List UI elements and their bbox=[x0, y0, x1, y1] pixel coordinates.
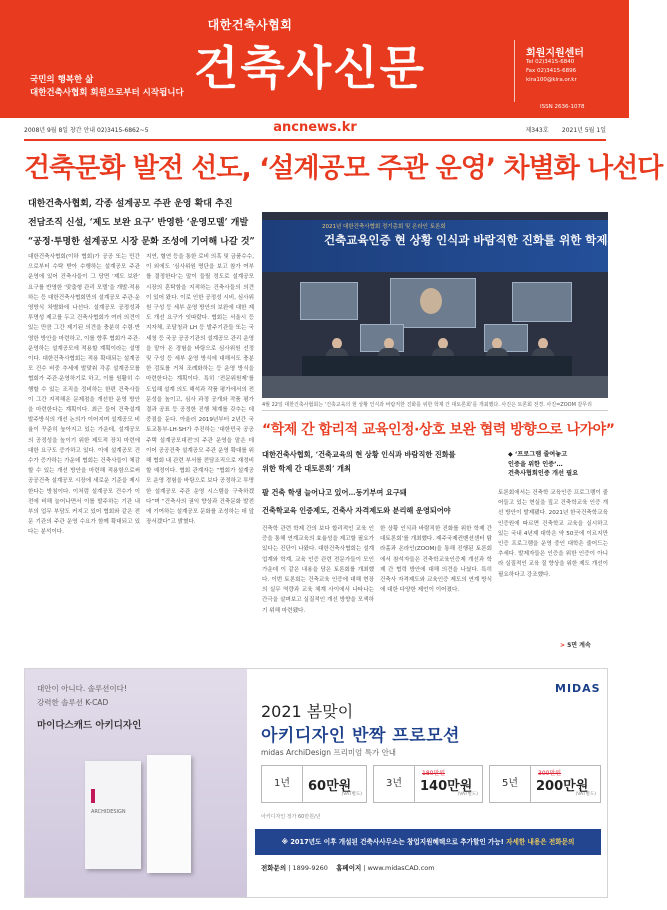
second-subhead-line-1: 대한건축사협회, ‘건축교육의 현 상황 인식과 바람직한 진화를 bbox=[262, 450, 456, 459]
ad-left-line-2: 강력한 솔루션 K-CAD bbox=[37, 698, 109, 707]
photo-floor bbox=[262, 376, 608, 398]
product-box bbox=[85, 761, 141, 869]
photo-caption: 4월 22일 대한건축사협회는 ‘건축교육의 현 상황 인식과 바람직한 진화를 위한 학제 간 대토론회’를 개최했다. 사진은 토론회 전경. 사진=ZOOM 갈무리 bbox=[262, 402, 592, 408]
second-headline: “학제 간 합리적 교육인정·상호 보완 협력 방향으로 나가야” bbox=[262, 422, 615, 438]
fax: Fax 02)3415-6896 bbox=[526, 68, 577, 74]
price-amount: 140만원 bbox=[420, 779, 473, 794]
photo-banner-title: 건축교육인증 현 상황 인식과 바람직한 진화를 위한 학제간 대토론회 bbox=[324, 233, 667, 247]
ad-contact-line: 전화문의 | 1899-9260 홈페이지 | www.midasCAD.com bbox=[261, 864, 435, 872]
product-logo-icon bbox=[91, 789, 95, 803]
continued-note: > 5면 계속 bbox=[560, 642, 591, 649]
video-screen bbox=[300, 282, 358, 320]
price-amount: 60만원 bbox=[308, 779, 352, 794]
product-box bbox=[147, 755, 191, 873]
support-center-label: 회원지원센터 bbox=[526, 48, 584, 59]
product-box-label: ARCHIDESIGN bbox=[91, 809, 126, 815]
photo-banner-top: 2021년 대한건축사협회 정기총회 및 온라인 토론회 bbox=[322, 224, 446, 230]
price-old: 300만원 bbox=[538, 770, 562, 777]
founding-info: 2008년 9월 8일 창간 안내 02)3415-6862~5 bbox=[24, 127, 149, 134]
side-bullet-line-1: ◆ ‘프로그램 줄여놓고 bbox=[508, 451, 568, 458]
homepage-label: 홈페이지 bbox=[336, 864, 362, 872]
ad-fine-print: 아키디자인 정가 60만원/년 bbox=[261, 814, 321, 820]
second-subhead-line-2: 위한 학제 간 대토론회’ 개최 bbox=[262, 464, 351, 473]
advertisement[interactable] bbox=[24, 668, 608, 898]
ad-left-line-1: 대안이 아니다. 솔루션이다! bbox=[37, 684, 127, 693]
panel-table bbox=[302, 356, 572, 376]
masthead-tagline bbox=[30, 74, 184, 100]
speaker-face bbox=[420, 288, 442, 314]
article2-column-2: 한 상황 인식과 바람직한 진화를 위한 학제 간 대토론회’를 개최했다. 제주국제컨벤션센터 탐라홀과 온라인(ZOOM)을 통해 진행된 토론회에서 참석자들은 건축학교육인증제 개선과 학제 간 협력 방안에 대해 의견을 나눴다. 특히 건축사 자격제도와 교육인증 제도의 연계 방식에 대한 다양한 제언이 이어졌다. bbox=[380, 526, 492, 594]
price-vat: (VAT별도) bbox=[457, 792, 478, 797]
price-card-1yr bbox=[261, 765, 367, 803]
article2-column-1: 건축학 관련 학제 간의 보다 합리적인 교육 인증을 통해 연계교육의 효율성을 제고할 필요가 있다는 진단이 나왔다. 대한건축사협회는 설계업계와 학계, 교육 인증 관련 전문가들이 모인 가운데 이 같은 내용을 담은 토론회를 개최했다. 이번 토론회는 건축교육 인증에 대해 현장의 실무 역량과 교육 체계 사이에서 나타나는 간극을 살펴보고 실질적인 개선 방향을 모색하기 위해 마련됐다. bbox=[262, 526, 374, 614]
price-amount: 200만원 bbox=[536, 779, 589, 794]
header-rule bbox=[24, 139, 606, 141]
second-subhead-3: 팔 건축 학생 늘어나고 있어…동기부여 요구돼 bbox=[262, 488, 407, 497]
price-term: 1년 bbox=[262, 766, 303, 802]
tel: Tel 02)3415-6840 bbox=[526, 59, 575, 65]
midas-logo: MIDAS bbox=[555, 682, 601, 695]
article-column-2: 지연, 혈연 등을 통한 로비 의혹 및 금품수수, 이 외에도 ‘심사위원 명단을 보고 참가 여부를 결정한다’는 말이 들릴 정도로 설계공모 시장의 혼탁함을 지적하는 건축사들의 의견이 있어 왔다. 이로 인한 공정성 시비, 심사위원 구성 등 세부 운영 방안의 보완에 대한 제도 개선 요구가 잇따랐다. 협회는 서울시 등 지자체, 조달청과 LH 등 발주기관들 또는 국세청 등 국공 공공기관의 설계공모 관리 운영을 맡아 온 경험을 바탕으로 심사위원 선정 및 구성 등 세부 운영 방식에 대해서도 충분한 검토를 거쳐 조례화하는 등 운영 방식을 마련한다는 계획이다. 특히 ‘전문위원제’를 도입해 설계 의도 해석과 작품 평가에서의 전문성을 높이고, 심사 과정 공개와 작품 평가 결과 공표 등 공정한 진행 체계를 갖추는 데 중점을 둔다. 아울러 2019년부터 2년간 국토교통부·LH·SH가 추진하는 ‘대한민국 공공주택 설계공모대전’의 주관 운영을 맡은 데 이어 공공건축 설계공모 주관 운영 확대를 위해 협회 내 관련 부서를 전담조직으로 재정비할 예정이다. 협회 관계자는 “협회가 설계공모 운영 경험을 바탕으로 보다 공정하고 투명한 설계공모 주관 운영 시스템을 구축하겠다”며 “건축사의 권익 향상과 건축문화 발전에 기여하는 설계공모 문화를 조성하는 데 앞장서겠다”고 밝혔다. bbox=[146, 254, 254, 526]
support-center-contacts bbox=[526, 58, 577, 85]
ad-subtitle: midas ArchiDesign 프리미엄 특가 안내 bbox=[261, 748, 397, 757]
second-subhead-4: 건축학교육 인증제도, 건축사 자격제도와 분리해 운영되어야 bbox=[262, 506, 451, 515]
phone-label: 전화문의 bbox=[261, 864, 287, 872]
price-old: 180만원 bbox=[422, 770, 446, 777]
phone-number[interactable]: 1899-9260 bbox=[292, 864, 328, 872]
subhead-2: 전담조직 신설, ‘제도 보완 요구’ 반영한 ‘운영모델’ 개발 bbox=[28, 218, 249, 228]
issue-date bbox=[525, 125, 606, 134]
masthead-divider bbox=[514, 40, 515, 102]
ad-title-1: 2021 봄맞이 bbox=[261, 702, 354, 721]
ad-left-line-3: 마이다스캐드 아키디자인 bbox=[37, 720, 142, 731]
publish-date: 2021년 5월 1일 bbox=[561, 127, 606, 134]
newspaper-title: 건축사신문 bbox=[193, 41, 427, 95]
side-bullet bbox=[508, 450, 608, 479]
article2-column-3: 토론회에서는 건축학 교육인증 프로그램이 줄어들고 있는 현실을 짚고 건축학교육 인증 개선 방안이 발제됐다. 2021년 한국건축학교육인증원에 따르면 건축학교 교육을 실시하고 있는 국내 4년제 대학은 약 50곳에 이르지만 인증 프로그램을 운영 중인 대학은 줄어드는 추세다. 발제자들은 인증을 위한 인증이 아니라 실질적인 교육 질 향상을 위한 제도 개선이 필요하다고 강조했다. bbox=[498, 490, 608, 578]
video-screen bbox=[512, 282, 572, 322]
subhead-3: “공정·투명한 설계공모 시장 문화 조성에 기여해 나갈 것” bbox=[28, 237, 255, 247]
website-link[interactable]: ancnews.kr bbox=[273, 120, 357, 135]
side-bullet-line-3: 건축사협회인증 개선 필요 bbox=[508, 470, 579, 477]
price-vat: (VAT별도) bbox=[575, 792, 596, 797]
issue-number: 제343호 bbox=[525, 127, 549, 134]
ad-notice-highlight: 자세한 내용은 전화문의 bbox=[506, 838, 575, 846]
tagline-line-2: 대한건축사협회 회원으로부터 시작됩니다 bbox=[30, 88, 184, 98]
price-term: 3년 bbox=[374, 766, 415, 802]
article-column-1: 대한건축사협회(이하 협회)가 공공 또는 민간으로부터 수탁 받아 수행하는 설계공모 주관 운영에 있어 건축사들이 그 당면 ‘제도 보완’ 요구를 반영한 ‘맞춤형 관리 모델’을 개발·적용하는 등 대한건축사협회만의 설계공모 주관·운영방식 차별화에 나선다. 설계공모 공정성과 투명성 제고를 두고 건축사협회가 여러 의견이 있는 만큼 그간 제기된 의견을 충분히 수렴·반영한 방안을 마련하고, 이를 향후 협회가 주관·운영하는 설계공모에 적용할 계획이라는 설명이다. 대한건축사협회는 적용 확대되는 설계공모 건수 비중 추세에 발맞춰 각종 설계공모를 협회가 주관·운영하기로 하고, 이를 원활히 수행할 수 있는 조직을 정비하는 한편 건축사들이 그간 지적해온 문제점을 개선한 운영 방안을 마련한다는 계획이다. 최근 들어 건축설계 발주방식의 개선 논의가 이어지며 설계공모 비율이 꾸준히 높아지고 있는 가운데, 설계공모의 공정성을 높이기 위한 제도적 장치 마련에 대한 요구도 증가하고 있다. 이에 설계공모 건수가 증가하는 가운데 협회는 건축사들이 체감할 수 있는 개선 방안을 마련해 적용함으로써 공공건축 설계공모 시장에 새로운 기준을 제시한다는 방침이다. 이처럼 설계공모 건수가 이전에 비해 늘어나면서 이를 발주하는 기관 내부의 업무 부담도 커지고 있어 협회와 같은 전문 기관의 주관 운영 수요가 함께 확대되고 있다는 분석이다. bbox=[28, 254, 140, 536]
ad-notice-bar bbox=[255, 829, 601, 855]
price-card-5yr bbox=[489, 765, 601, 803]
price-card-3yr bbox=[373, 765, 483, 803]
side-bullet-line-2: 인증을 위한 인증’… bbox=[508, 460, 563, 468]
ad-title-2: 아키디자인 반짝 프로모션 bbox=[261, 726, 460, 746]
issn: ISSN 2636-1078 bbox=[540, 104, 585, 110]
dateline bbox=[24, 122, 606, 136]
price-vat: (VAT별도) bbox=[341, 792, 362, 797]
price-term: 5년 bbox=[490, 766, 531, 802]
caption-rule bbox=[262, 410, 608, 411]
main-headline: 건축문화 발전 선도, ‘설계공모 주관 운영’ 차별화 나선다 bbox=[24, 153, 663, 184]
tagline-line-1: 국민의 행복한 삶 bbox=[30, 75, 94, 85]
ad-notice-text: ※ 2017년도 이후 개설된 건축사사무소는 창업지원혜택으로 추가할인 가능! bbox=[281, 838, 507, 846]
second-subhead bbox=[262, 448, 502, 476]
masthead-org: 대한건축사협회 bbox=[207, 18, 293, 32]
event-photo bbox=[262, 212, 667, 398]
homepage-link[interactable]: www.midasCAD.com bbox=[367, 864, 435, 872]
continued-arrow-icon: > bbox=[560, 642, 568, 649]
subhead-1: 대한건축사협회, 각종 설계공모 주관 운영 확대 추진 bbox=[28, 199, 233, 209]
email: kira100@kira.or.kr bbox=[526, 77, 577, 83]
